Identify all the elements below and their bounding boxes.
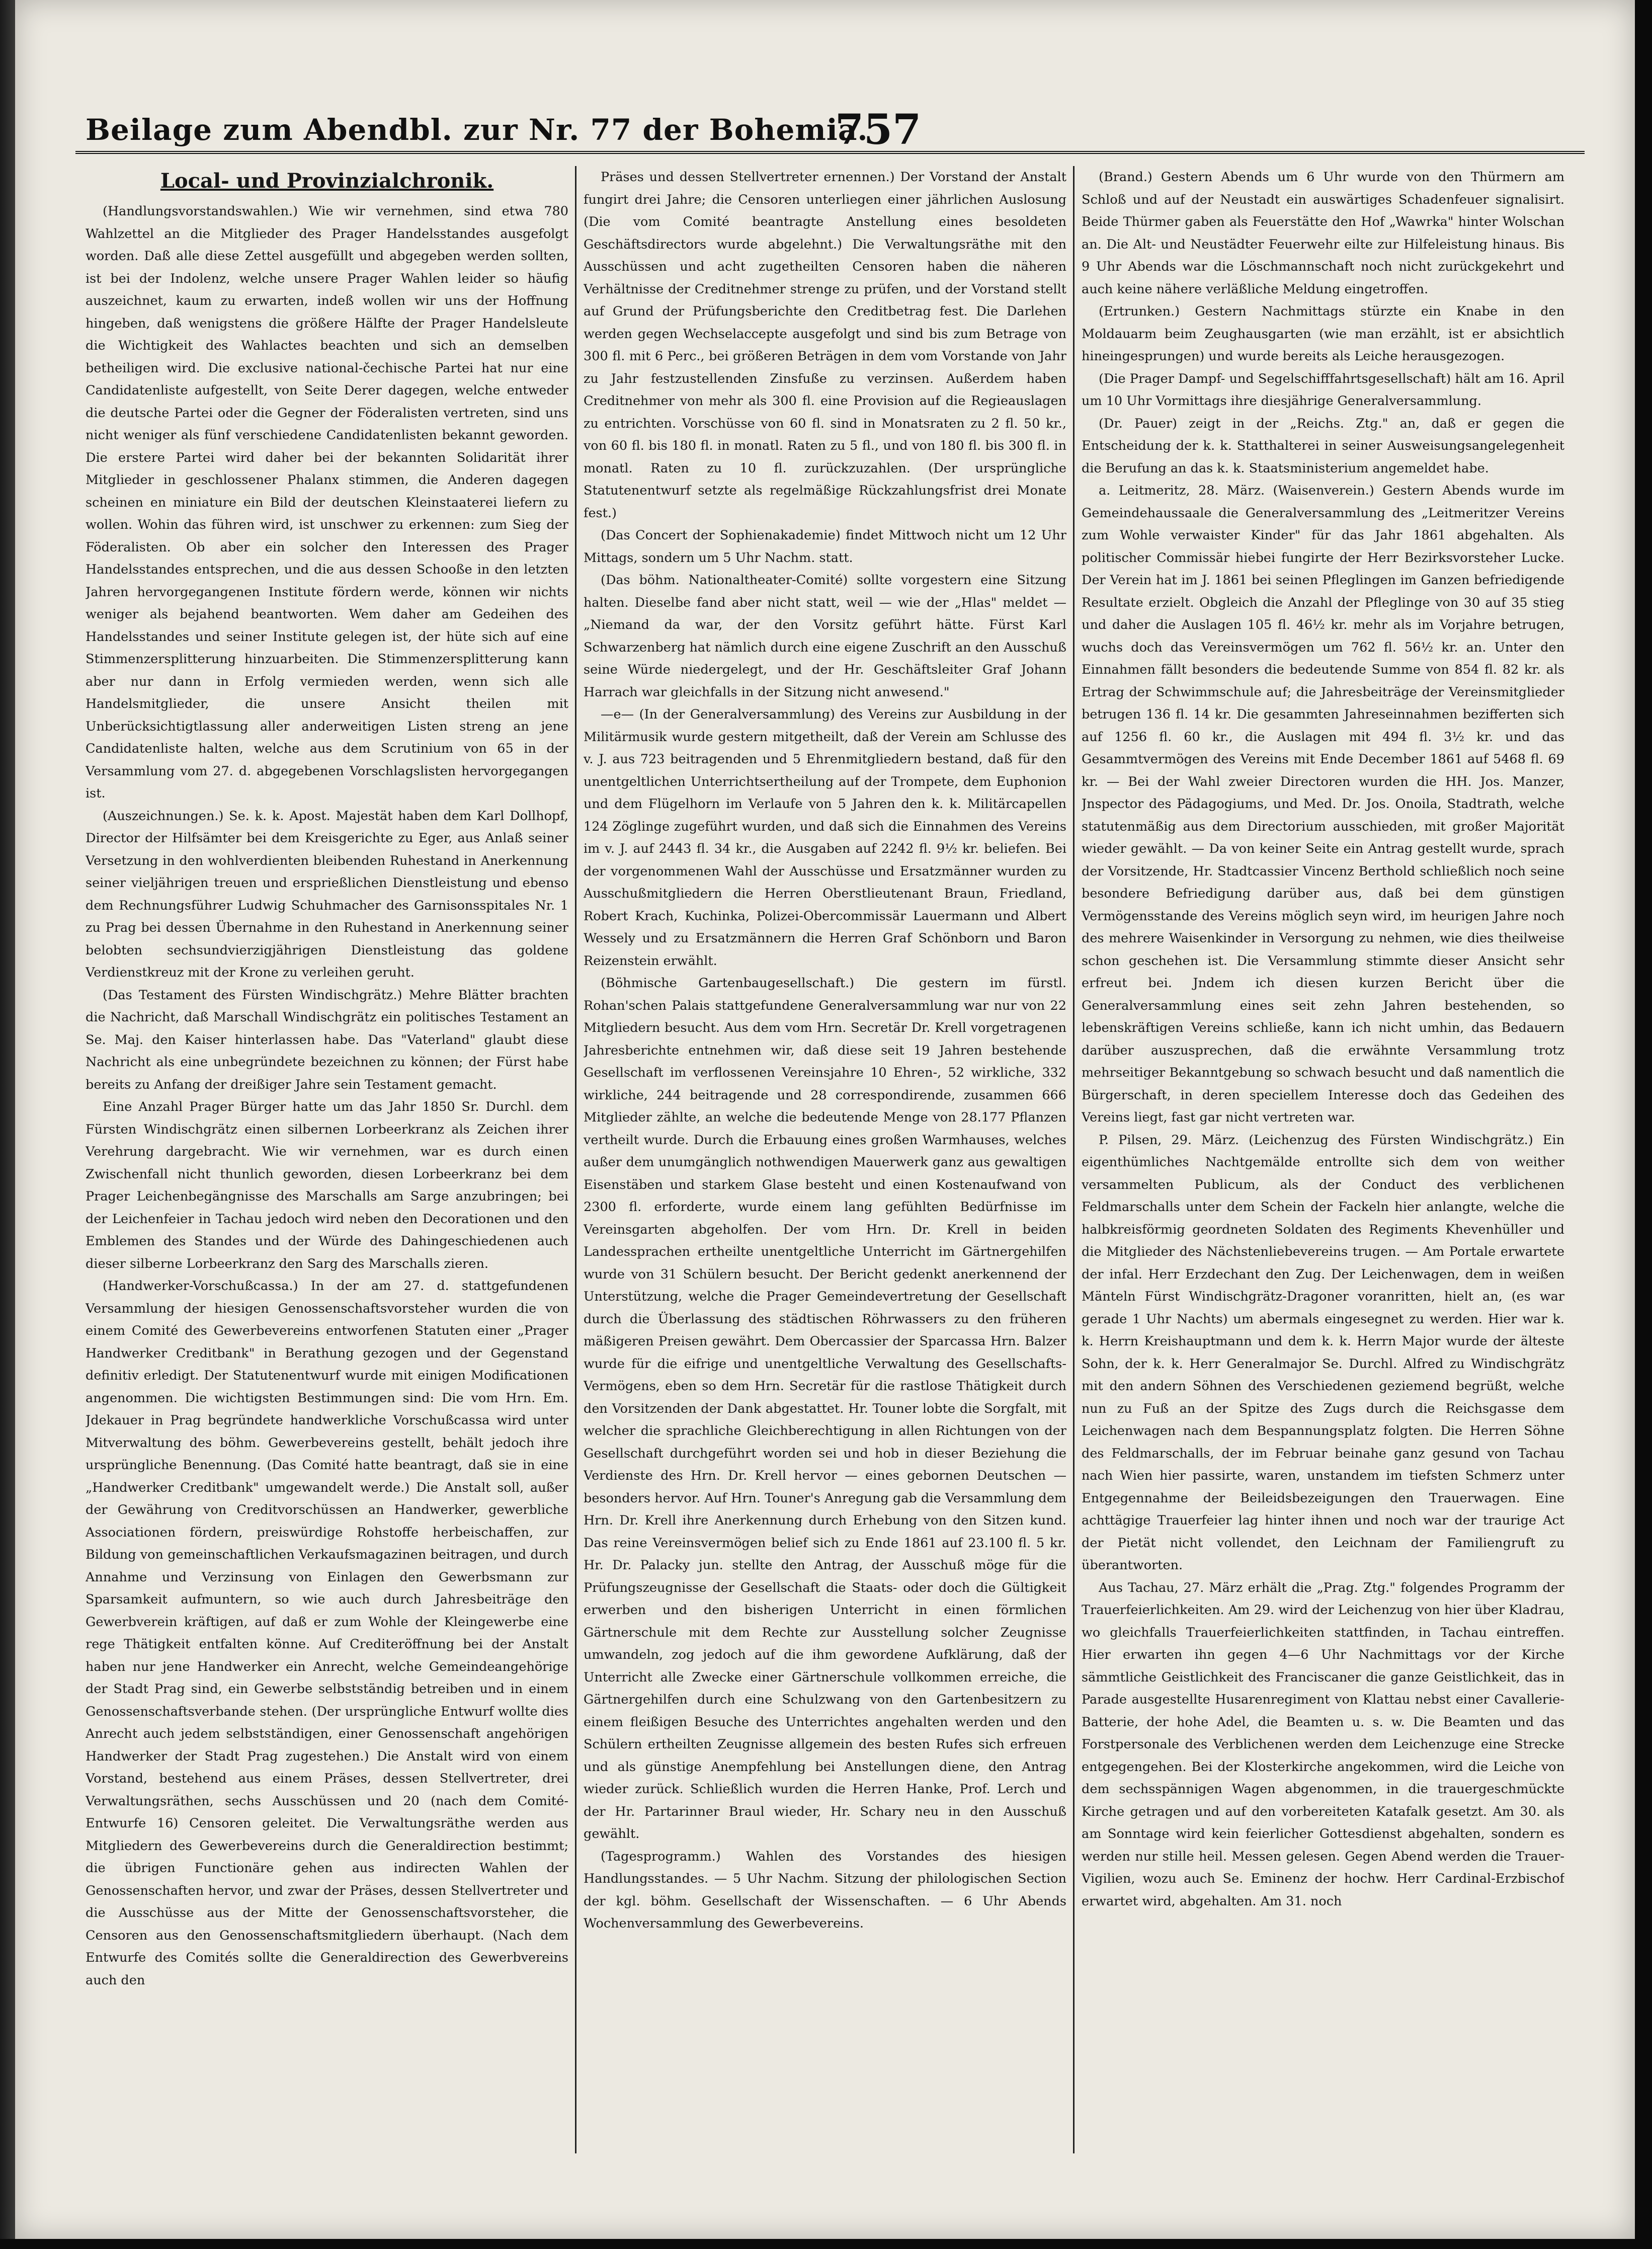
page-header — [75, 106, 1585, 154]
article-paragraph: (Böhmische Gartenbaugesellschaft.) Die gestern im fürstl. Rohan'schen Palais stattgefundene Generalversammlung war nur von 22 Mitgliedern besucht. Aus dem vom Hrn. Secretär Dr. Krell vorgetragenen Jahresberichte entnehmen wir, daß diese seit 19 Jahren bestehende Gesellschaft im verflossenen Vereinsjahre 10 Ehren-, 52 wirkliche, 332 wirkliche, 244 beitragende und 28 correspondirende, zusammen 666 Mitglieder zählte, an welche die bedeutende Menge von 28.177 Pflanzen vertheilt wurde. Durch die Erbauung eines großen Warmhauses, welches außer dem unumgänglich nothwendigen Mauerwerk ganz aus gewaltigen Eisenstäben und starkem Glase besteht und einen Kostenaufwand von 2300 fl. erforderte, wurde einem lang gefühlten Bedürfnisse im Vereinsgarten abgeholfen. Der vom Hrn. Dr. Krell in beiden Landessprachen ertheilte unentgeltliche Unterricht im Gärtnergehilfen wurde von 31 Schülern besucht. Der Bericht gedenkt anerkennend der Unterstützung, welche die Prager Gemeindevertretung der Gesellschaft durch die Überlassung des städtischen Röhrwassers zu den früheren mäßigeren Preisen gewährt. Dem Obercassier der Sparcassa Hrn. Balzer wurde für die eifrige und unentgeltliche Verwaltung des Gesellschafts-Vermögens, eben so dem Hrn. Secretär für die rastlose Thätigkeit durch den Vorsitzenden der Dank abgestattet. Hr. Touner lobte die Sorgfalt, mit welcher die sprachliche Gleichberechtigung in allen Richtungen von der Gesellschaft durchgeführt worden sei und hob in dieser Beziehung die Verdienste des Hrn. Dr. Krell hervor — eines gebornen Deutschen — besonders hervor. Auf Hrn. Touner's Anregung gab die Versammlung dem Hrn. Dr. Krell ihre Anerkennung durch Erhebung von den Sitzen kund. Das reine Vereinsvermögen belief sich zu Ende 1861 auf 23.100 fl. 5 kr. Hr. Dr. Palacky jun. stellte den Antrag, der Ausschuß möge für die Prüfungszeugnisse der Gesellschaft die Staats- oder doch die Gültigkeit erwerben und den bisherigen Unterricht in einen förmlichen Gärtnerschule mit dem Rechte zur Ausstellung solcher Zeugnisse umwandeln, zog jedoch auf die ihm gewordene Aufklärung, daß der Unterricht alle Zwecke einer Gärtnerschule vollkommen erreiche, die Gärtnergehilfen durch eine Schulzwang von den Gartenbesitzern zu einem fleißigen Besuche des Unterrichtes angehalten werden und den Schülern ertheilten Zeugnisse allgemein des besten Rufes sich erfreuen und als günstige Anempfehlung bei Anstellungen diene, den Antrag wieder zurück. Schließlich wurden die Herren Hanke, Prof. Lerch und der Hr. Partarinner Braul wieder, Hr. Schary neu in den Ausschuß gewählt. — [584, 976, 1066, 1841]
article-paragraph: P. Pilsen, 29. März. (Leichenzug des Fürsten Windischgrätz.) Ein eigenthümliches Nachtgemälde entrollte sich dem von weither versammelten Publicum, als der Conduct des verblichenen Feldmarschalls unter dem Schein der Fackeln hier anlangte, welche die halbkreisförmig geordneten Soldaten des Regiments Khevenhüller und die Mitglieder des Nächstenliebevereins trugen. — Am Portale erwartete der infal. Herr Erzdechant den Zug. Der Leichenwagen, dem in weißen Mänteln Fürst Windischgrätz-Dragoner voranritten, hielt an, (es war gerade 1 Uhr Nachts) um abermals eingesegnet zu werden. Hier war k. k. Herrn Kreishauptmann und dem k. k. Herrn Major wurde der älteste Sohn, der k. k. Herr Generalmajor Se. Durchl. Alfred zu Windischgrätz mit den andern Söhnen des Verschiedenen geziemend begrüßt, welche nun zu Fuß an der Spitze des Zugs durch die Reichsgasse dem Leichenwagen nach dem Bespannungsplatz folgten. Die Herren Söhne des Feldmarschalls, der im Februar beinahe ganz gesund von Tachau nach Wien hier passirte, waren, unstandem im tiefsten Schmerz unter Entgegennahme der Beileidsbezeigungen den Trauerwagen. Eine achttägige Trauerfeier lag hinter ihnen und noch war der traurige Act der Pietät nicht vollendet, den Leichnam der Familiengruft zu überantworten. — [1082, 1132, 1564, 1573]
article-paragraph: (Handwerker-Vorschußcassa.) In der am 27. d. stattgefundenen Versammlung der hiesigen Genossenschaftsvorsteher wurden die von einem Comité des Gewerbevereins entworfenen Statuten einer „Prager Handwerker Creditbank" in Berathung gezogen und der Gegenstand definitiv erledigt. Der Statutenentwurf wurde mit einigen Modificationen angenommen. Die wichtigsten Bestimmungen sind: Die vom Hrn. Em. Jdekauer in Prag begründete handwerkliche Vorschußcassa wird unter Mitverwaltung des böhm. Gewerbevereins gestellt, behält jedoch ihre ursprüngliche Benennung. (Das Comité hatte beantragt, daß sie in eine „Handwerker Creditbank" umgewandelt werde.) Die Anstalt soll, außer der Gewährung von Creditvorschüssen an Handwerker, gewerbliche Associationen fördern, preiswürdige Rohstoffe herbeischaffen, zur Bildung von gemeinschaftlichen Verkaufsmagazinen beitragen, und durch Annahme und Verzinsung von Einlagen den Gewerbsmann zur Sparsamkeit aufmuntern, so wie auch durch Jahresbeiträge den Gewerbverein kräftigen, auf daß er zum Wohle der Kleingewerbe eine rege Thätigkeit entfalten könne. Auf Crediteröffnung bei der Anstalt haben nur jene Handwerker ein Anrecht, welche Gemeindeangehörige der Stadt Prag sind, ein Gewerbe selbstständig betreiben und in einem Genossenschaftsverbande stehen. (Der ursprüngliche Entwurf wollte dies Anrecht auch jedem selbstständigen, einer Genossenschaft angehörigen Handwerker der Stadt Prag zugestehen.) Die Anstalt wird von einem Vorstand, bestehend aus einem Präses, dessen Stellvertreter, drei Verwaltungsräthen, sechs Ausschüssen und 20 (nach dem Comité-Entwurfe 16) Censoren geleitet. Die Verwaltungsräthe werden aus Mitgliedern des Gewerbevereins durch die Generaldirection bestimmt; die übrigen Functionäre gehen aus indirecten Wahlen der Genossenschaften hervor, und zwar der Präses, dessen Stellvertreter und die Ausschüsse aus der Mitte der Genossenschaftsvorsteher, die Censoren aus den Genossenschaftsmitgliedern überhaupt. (Nach dem Entwurfe des Comités sollte die Generaldirection des Gewerbvereins auch den — [86, 1278, 568, 1988]
column-2 — [584, 166, 1066, 2179]
article-paragraph: (Tagesprogramm.) Wahlen des Vorstandes des hiesigen Handlungsstandes. — 5 Uhr Nachm. Sitzung der philologischen Section der kgl. böhm. Gesellschaft der Wissenschaften. — 6 Uhr Abends Wochenversammlung des Gewerbevereins. — [584, 1849, 1066, 1931]
article-paragraph: (Das böhm. Nationaltheater-Comité) sollte vorgestern eine Sitzung halten. Dieselbe fand aber nicht statt, weil — wie der „Hlas" meldet — „Niemand da war, der den Vorsitz geführt hätte. Fürst Karl Schwarzenberg hat nämlich durch eine eigene Zuschrift an den Ausschuß seine Würde niedergelegt, und der Hr. Geschäftsleiter Graf Johann Harrach war gleichfalls in der Sitzung nicht anwesend." — [584, 573, 1066, 700]
article-paragraph: Eine Anzahl Prager Bürger hatte um das Jahr 1850 Sr. Durchl. dem Fürsten Windischgrätz einen silbernen Lorbeerkranz als Zeichen ihrer Verehrung dargebracht. Wie wir vernehmen, war es durch einen Zwischenfall nicht thunlich geworden, diesen Lorbeerkranz bei dem Prager Leichenbegängnisse des Marschalls am Sarge anzubringen; bei der Leichenfeier in Tachau jedoch wird neben den Decorationen und den Emblemen des Standes und der Würde des Dahingeschiedenen auch dieser silberne Lorbeerkranz den Sarg des Marschalls zieren. — [86, 1099, 568, 1271]
column-rule-1 — [575, 166, 576, 2153]
article-paragraph: a. Leitmeritz, 28. März. (Waisenverein.) Gestern Abends wurde im Gemeindehaussaale die Generalversammlung des „Leitmeritzer Vereins zum Wohle verwaister Kinder" für das Jahr 1861 abgehalten. Als politischer Commissär hiebei fungirte der Herr Bezirksvorsteher Lucke. Der Verein hat im J. 1861 bei seinen Pfleglingen im Ganzen befriedigende Resultate erzielt. Obgleich die Anzahl der Pfleglinge von 30 auf 35 stieg und daher die Auslagen 105 fl. 46½ kr. mehr als im Vorjahre betrugen, wuchs doch das Vereinsvermögen um 762 fl. 56½ kr. an. Unter den Einnahmen fällt besonders die bedeutende Summe von 854 fl. 82 kr. als Ertrag der Schwimmschule auf; die Jahresbeiträge der Vereinsmitglieder betrugen 136 fl. 14 kr. Die gesammten Jahreseinnahmen bezifferten sich auf 1256 fl. 60 kr., die Auslagen mit 494 fl. 3½ kr. und das Gesammtvermögen des Vereins mit Ende December 1861 auf 5468 fl. 69 kr. — Bei der Wahl zweier Directoren wurden die HH. Jos. Manzer, Jnspector des Pädagogiums, und Med. Dr. Jos. Onoila, Stadtrath, welche statutenmäßig aus dem Directorium ausschieden, mit großer Majorität wieder gewählt. — Da von keiner Seite ein Antrag gestellt wurde, sprach der Vorsitzende, Hr. Stadtcassier Vincenz Berthold schließlich noch seine besondere Befriedigung darüber aus, daß bei dem günstigen Vermögensstande des Vereins möglich seyn wird, im heurigen Jahre noch des mehrere Waisenkinder in Versorgung zu nehmen, wie dies theilweise schon geschehen ist. Die Versammlung stimmte dieser Ansicht sehr erfreut bei. Jndem ich diesen kurzen Bericht über die Generalversammlung eines seit zehn Jahren bestehenden, so lebenskräftigen Vereins schließe, kann ich nicht umhin, das Bedauern darüber auszusprechen, daß die erwähnte Versammlung trotz mehrseitiger Bekanntgebung so schwach besucht und daß namentlich die Bürgerschaft, in deren speciellem Interesse doch das Gedeihen des Vereins liegt, fast gar nicht vertreten war. — [1082, 483, 1564, 1125]
article-paragraph: (Handlungsvorstandswahlen.) Wie wir vernehmen, sind etwa 780 Wahlzettel an die Mitglieder des Prager Handelsstandes ausgefolgt worden. Daß alle diese Zettel ausgefüllt und abgegeben werden sollten, ist bei der Indolenz, welche unsere Prager Wahlen leider so häufig auszeichnet, kaum zu erwarten, indeß wollen wir uns der Hoffnung hingeben, daß wenigstens die größere Hälfte der Prager Handelsleute die Wichtigkeit des Wahlactes beachten und sich an demselben betheiligen wird. Die exclusive national-čechische Partei hat nur eine Candidatenliste aufgestellt, von Seite Derer dagegen, welche entweder die deutsche Partei oder die Gegner der Föderalisten vertreten, sind uns nicht weniger als fünf verschiedene Candidatenlisten bekannt geworden. Die erstere Partei wird daher bei der bekannten Solidarität ihrer Mitglieder in geschlossener Phalanx stimmen, die Anderen dagegen scheinen en miniature ein Bild der deutschen Kleinstaaterei liefern zu wollen. Wohin das führen wird, ist unschwer zu erkennen: zum Sieg der Föderalisten. Ob aber ein solcher den Interessen des Prager Handelsstandes entsprechen, und die aus dessen Schooße in den letzten Jahren hervorgegangenen Institute fördern werde, können wir nichts weniger als bejahend beantworten. Wem daher am Gedeihen des Handelsstandes und seiner Institute gelegen ist, der hüte sich auf eine Stimmenzersplitterung hinzuarbeiten. Die Stimmenzersplitterung kann aber nur dann in Erfolg vermieden werden, wenn sich alle Handelsmitglieder, die unsere Ansicht theilen mit Unberücksichtigtlassung aller anderweitigen Listen streng an jene Candidatenliste halten, welche aus dem Scrutinium von 65 in der Versammlung vom 27. d. abgegebenen Vorschlagslisten hervorgegangen ist. — [86, 204, 568, 801]
column-3 — [1082, 166, 1564, 2179]
article-paragraph: (Die Prager Dampf- und Segelschifffahrtsgesellschaft) hält am 16. April um 10 Uhr Vormittags ihre diesjährige Generalversammlung. — [1082, 371, 1564, 409]
section-title: Local- und Provinzialchronik. — [160, 169, 494, 193]
supplement-title: Beilage zum Abendbl. zur Nr. 77 der Bohemia. — [86, 113, 868, 147]
page-number: 757 — [835, 106, 922, 154]
article-paragraph: (Dr. Pauer) zeigt in der „Reichs. Ztg." an, daß er gegen die Entscheidung der k. k. Statthalterei in seiner Ausweisungsangelegenheit die Berufung an das k. k. Staatsministerium angemeldet habe. — [1082, 416, 1564, 476]
article-paragraph: (Ertrunken.) Gestern Nachmittags stürzte ein Knabe in den Moldauarm beim Zeughausgarten (wie man erzählt, ist er absichtlich hineingesprungen) und wurde bereits als Leiche herausgezogen. — [1082, 304, 1564, 364]
column-rule-2 — [1073, 166, 1075, 2153]
column-1 — [86, 166, 568, 2179]
article-paragraph: Präses und dessen Stellvertreter ernennen.) Der Vorstand der Anstalt fungirt drei Jahre; die Censoren unterliegen einer jährlichen Auslosung (Die vom Comité beantragte Anstellung eines besoldeten Geschäftsdirectors wurde abgelehnt.) Die Verwaltungsräthe mit den Ausschüssen und acht zugetheilten Censoren haben die näheren Verhältnisse der Creditnehmer strenge zu prüfen, und der Vorstand stellt auf Grund der Prüfungsberichte den Creditbetrag fest. Die Darlehen werden gegen Wechselaccepte ausgefolgt und sind bis zum Betrage von 300 fl. mit 6 Perc., bei größeren Beträgen in dem vom Vorstande von Jahr zu Jahr festzustellenden Zinsfuße zu verzinsen. Außerdem haben Creditnehmer von mehr als 300 fl. eine Provision auf die Regieauslagen zu entrichten. Vorschüsse von 60 fl. sind in Monatsraten zu 2 fl. 50 kr., von 60 fl. bis 180 fl. in monatl. Raten zu 5 fl., und von 180 fl. bis 300 fl. in monatl. Raten zu 10 fl. zurückzuzahlen. (Der ursprüngliche Statutenentwurf setzte als regelmäßige Rückzahlungsfrist drei Monate fest.) — [584, 170, 1066, 521]
scanner-bottom-edge — [0, 2239, 1652, 2249]
article-paragraph: (Das Concert der Sophienakademie) findet Mittwoch nicht um 12 Uhr Mittags, sondern um 5 Uhr Nachm. statt. — [584, 528, 1066, 566]
article-paragraph: —e— (In der Generalversammlung) des Vereins zur Ausbildung in der Militärmusik wurde gestern mitgetheilt, daß der Verein am Schlusse des v. J. aus 723 beitragenden und 5 Ehrenmitgliedern bestand, daß für den unentgeltlichen Unterrichtsertheilung auf der Trompete, dem Euphonion und dem Flügelhorn im Verlaufe von 5 Jahren den k. k. Militärcapellen 124 Zöglinge zugeführt wurden, und daß sich die Einnahmen des Vereins im v. J. auf 2443 fl. 34 kr., die Ausgaben auf 2242 fl. 9½ kr. beliefen. Bei der vorgenommenen Wahl der Ausschüsse und Ersatzmänner wurden zu Ausschußmitgliedern die Herren Oberstlieutenant Braun, Friedland, Robert Krach, Kuchinka, Polizei-Obercommissär Lauermann und Albert Wessely und zu Ersatzmännern die Herren Graf Schönborn und Baron Reizenstein erwählt. — [584, 707, 1066, 969]
article-paragraph: Aus Tachau, 27. März erhält die „Prag. Ztg." folgendes Programm der Trauerfeierlichkeiten. Am 29. wird der Leichenzug von hier über Kladrau, wo gleichfalls Trauerfeierlichkeiten stattfinden, in Tachau eintreffen. Hier erwarten ihn gegen 4—6 Uhr Nachmittags vor der Kirche sämmtliche Geistlichkeit des Franciscaner die ganze Geistlichkeit, das in Parade ausgestellte Husarenregiment von Klattau nebst einer Cavallerie-Batterie, der hohe Adel, die Beamten u. s. w. Die Beamten und das Forstpersonale des Verblichenen werden dem Leichenzuge eine Strecke entgegengehen. Bei der Klosterkirche angekommen, wird die Leiche von dem sechsspännigen Wagen abgenommen, in die trauergeschmückte Kirche getragen und auf den vorbereiteten Katafalk gesetzt. Am 30. als am Sonntage wird kein feierlicher Gottesdienst abgehalten, sondern es werden nur stille heil. Messen gelesen. Gegen Abend werden die Trauer-Vigilien, wozu auch Se. Eminenz der hochw. Herr Cardinal-Erzbischof erwartet wird, abgehalten. Am 31. noch — [1082, 1580, 1564, 1909]
scanner-edge — [0, 0, 15, 2249]
article-paragraph: (Brand.) Gestern Abends um 6 Uhr wurde von den Thürmern am Schloß und auf der Neustadt ein auswärtiges Schadenfeuer signalisirt. Beide Thürmer gaben als Feuerstätte den Hof „Wawrka" hinter Wolschan an. Die Alt- und Neustädter Feuerwehr eilte zur Hilfeleistung hinaus. Bis 9 Uhr Abends war die Löschmannschaft noch nicht zurückgekehrt und auch keine nähere verläßliche Meldung eingetroffen. — [1082, 170, 1564, 297]
article-paragraph: (Auszeichnungen.) Se. k. k. Apost. Majestät haben dem Karl Dollhopf, Director der Hilfsämter bei dem Kreisgerichte zu Eger, aus Anlaß seiner Versetzung in den wohlverdienten bleibenden Ruhestand in Anerkennung seiner vieljährigen treuen und ersprießlichen Dienstleistung und ebenso dem Rechnungsführer Ludwig Schuhmacher des Garnisonsspitales Nr. 1 zu Prag bei dessen Übernahme in den Ruhestand in Anerkennung seiner belobten sechsundvierzigjährigen Dienstleistung das goldene Verdienstkreuz mit der Krone zu verleihen geruht. — [86, 808, 568, 980]
article-paragraph: (Das Testament des Fürsten Windischgrätz.) Mehre Blätter brachten die Nachricht, daß Marschall Windischgrätz ein politisches Testament an Se. Maj. den Kaiser hinterlassen habe. Das "Vaterland" glaubt diese Nachricht als eine unbegründete bezeichnen zu können; der Fürst habe bereits zu Anfang der dreißiger Jahre sein Testament gemacht. — [86, 987, 568, 1092]
